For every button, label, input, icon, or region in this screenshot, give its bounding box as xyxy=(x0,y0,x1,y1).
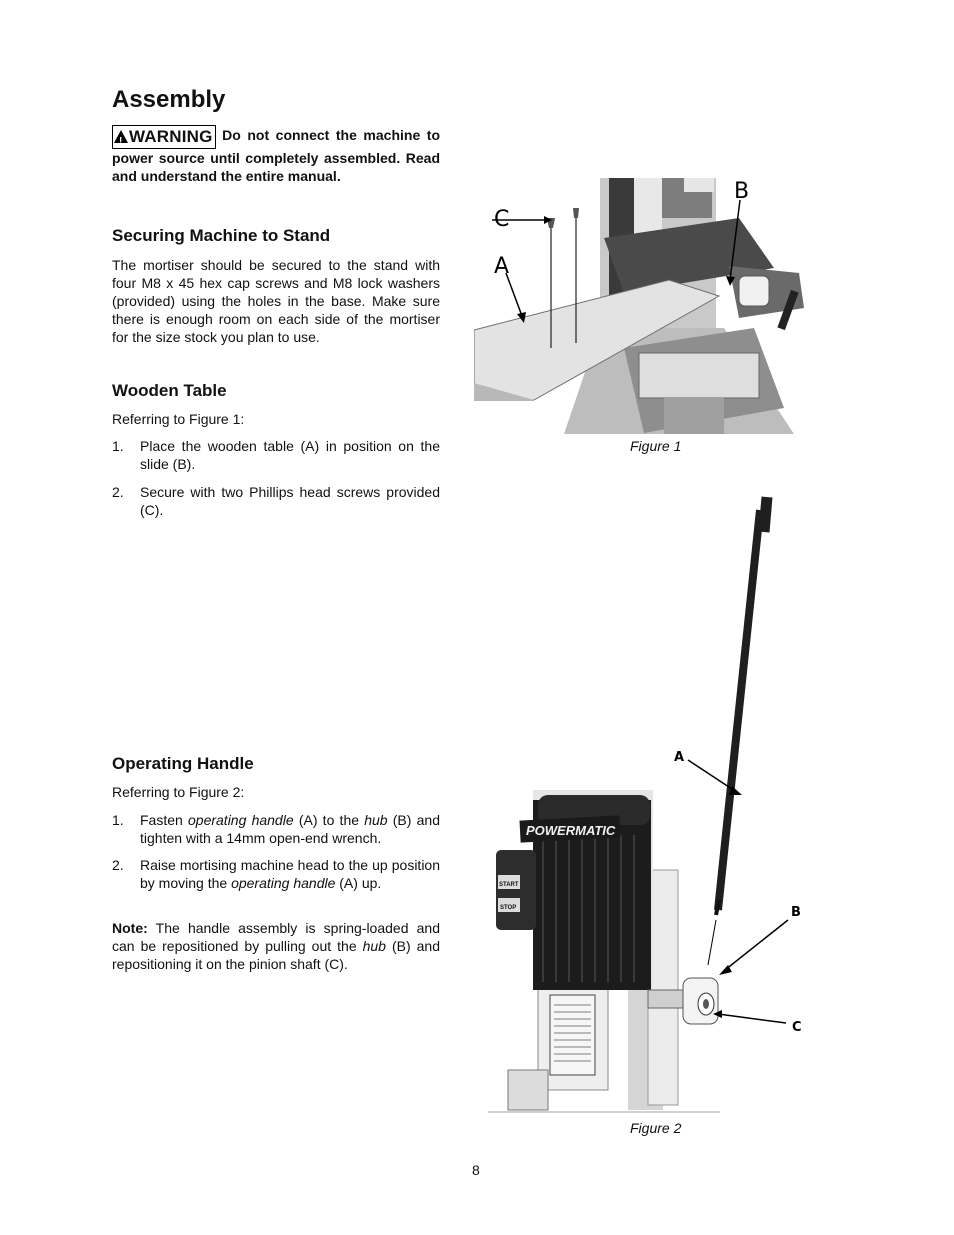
figure-1-image xyxy=(474,178,810,434)
list-item xyxy=(112,856,440,892)
note-label: Note: xyxy=(112,920,148,936)
brand-label: POWERMATIC xyxy=(526,823,616,838)
figure-1-caption: Figure 1 xyxy=(630,438,682,454)
warning-icon xyxy=(114,130,128,143)
list-number: 2. xyxy=(112,857,124,873)
list-number: 1. xyxy=(112,812,124,828)
operating-handle-intro: Referring to Figure 2: xyxy=(112,784,245,800)
list-item xyxy=(112,437,440,473)
figure-1-label-b: B xyxy=(734,179,750,204)
figure-2-label-c: C xyxy=(792,1020,802,1035)
page-number: 8 xyxy=(472,1162,480,1178)
list-number: 1. xyxy=(112,438,124,454)
list-item xyxy=(112,483,440,519)
wooden-table-intro: Referring to Figure 1: xyxy=(112,411,245,427)
figure-1-label-c: C xyxy=(494,207,510,232)
list-text: Secure with two Phillips head screws provided (C). xyxy=(140,484,440,518)
section-title-wooden-table: Wooden Table xyxy=(112,381,227,400)
figure-2-caption: Figure 2 xyxy=(630,1120,682,1136)
list-text: Fasten operating handle (A) to the hub (B) and tighten with a 14mm open-end wrench. xyxy=(140,812,440,846)
list-item xyxy=(112,811,440,847)
warning-text: Do not connect the machine to power source until completely assembled. Read and understand the entire manual. xyxy=(112,127,440,184)
figure-2-image xyxy=(488,490,818,1115)
start-button-label: START xyxy=(499,882,519,888)
list-number: 2. xyxy=(112,484,124,500)
warning-badge-label: WARNING xyxy=(129,127,213,146)
page-title: Assembly xyxy=(112,86,226,113)
list-text: Place the wooden table (A) in position on the slide (B). xyxy=(140,438,440,472)
stop-button-label: STOP xyxy=(500,905,517,911)
warning-badge xyxy=(112,125,216,149)
note-paragraph: Note: The handle assembly is spring-loaded and can be repositioned by pulling out the hub (B) and repositioning it on the pinion shaft (C). xyxy=(112,920,440,972)
section-title-securing: Securing Machine to Stand xyxy=(112,226,331,245)
figure-2-label-a: A xyxy=(674,750,685,765)
figure-1-label-a: A xyxy=(494,254,510,279)
warning-block xyxy=(112,125,440,185)
securing-body: The mortiser should be secured to the stand with four M8 x 45 hex cap screws and M8 lock washers (provided) using the holes in the base. Make sure there is enough room on each side of the mortiser for the size stock you plan to use. xyxy=(112,257,440,345)
section-title-operating-handle: Operating Handle xyxy=(112,754,254,773)
list-text: Raise mortising machine head to the up position by moving the operating handle (A) up. xyxy=(140,857,440,891)
figure-2-label-b: B xyxy=(791,905,801,920)
